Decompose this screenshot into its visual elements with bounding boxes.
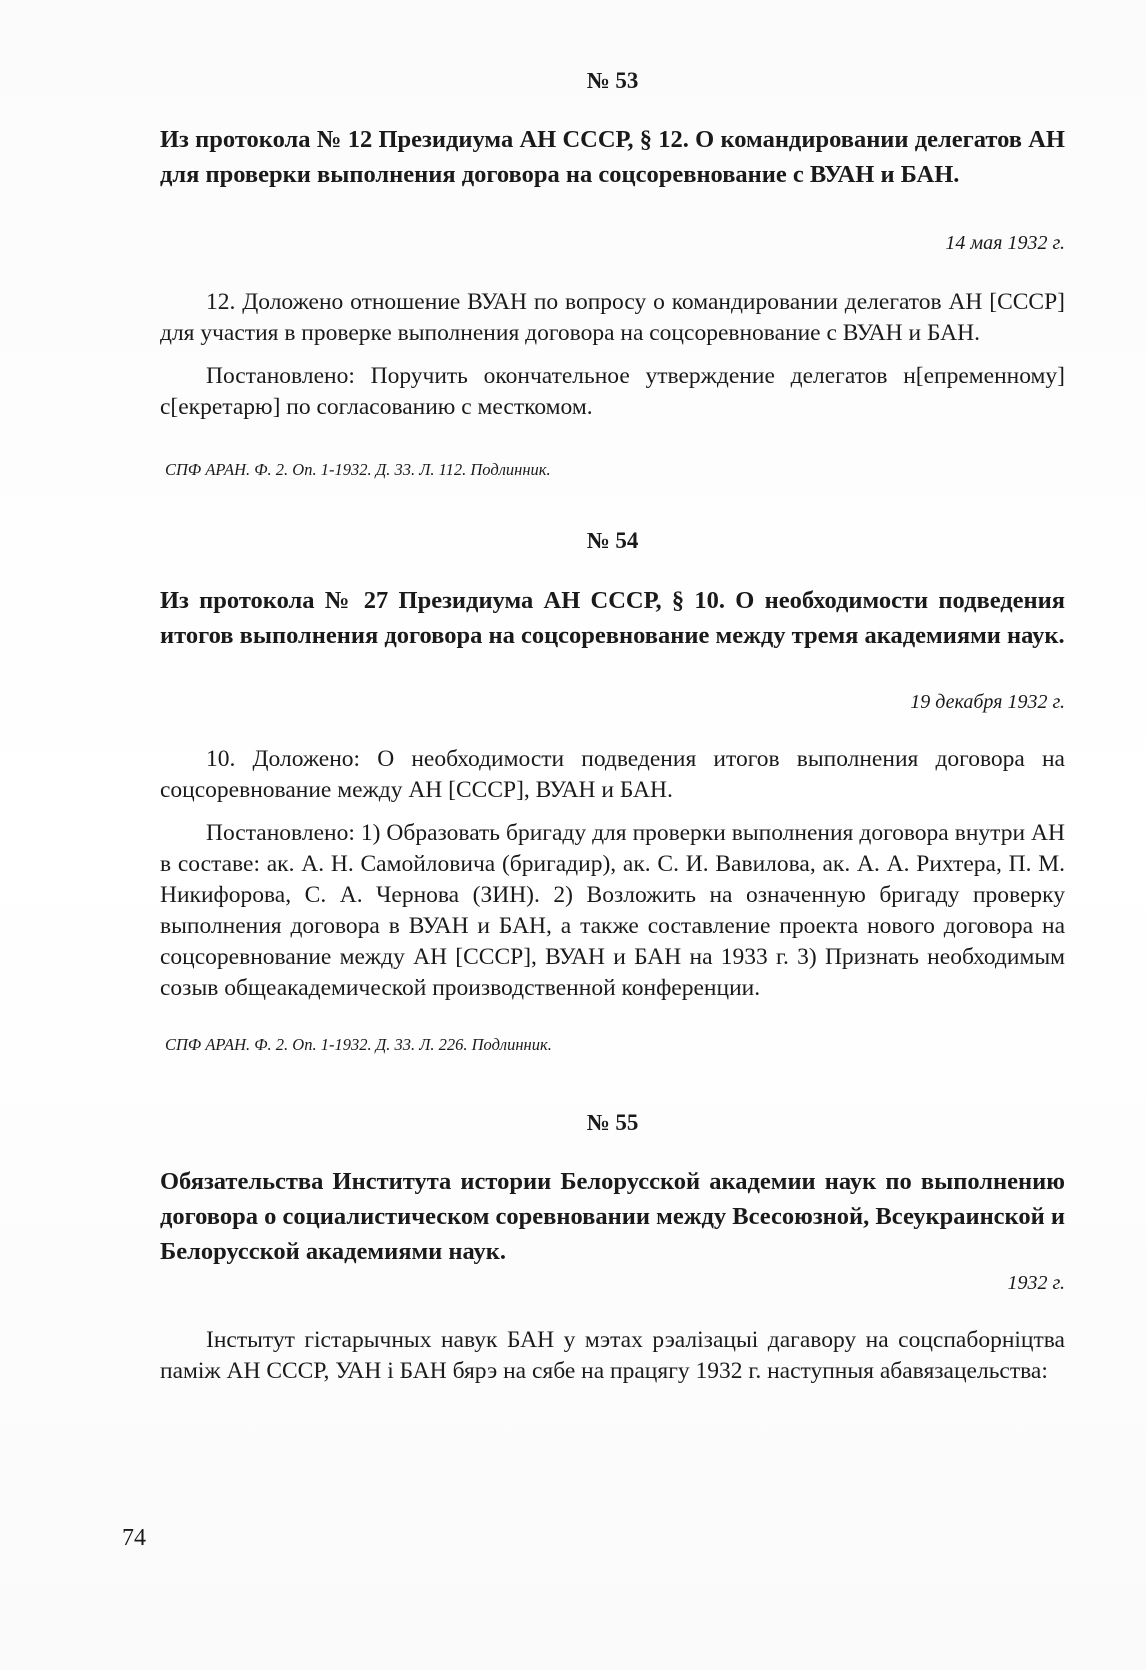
doc54-paragraph-1: 10. Доложено: О необходимости подведения итогов выполнения договора на соцсоревнование между АН [СССР], ВУАН и БАН. <box>160 746 1065 803</box>
doc55-body <box>160 1325 1065 1387</box>
doc55-paragraph-1: Інстытут гістарычных навук БАН у мэтах рэалізацыі дагавору на соцспаборніцтва паміж АН СССР, УАН і БАН бярэ на сябе на працягу 1932 г. наступныя абавязацельства: <box>160 1327 1065 1384</box>
doc53-number: № 53 <box>586 68 639 93</box>
page-number: 74 <box>122 1525 146 1551</box>
doc54-number: № 54 <box>586 528 639 553</box>
doc53-paragraph-1: 12. Доложено отношение ВУАН по вопросу о командировании делегатов АН [СССР] для участия в проверке выполнения договора на соцсоревнование с ВУАН и БАН. <box>160 289 1065 346</box>
doc53-body <box>160 287 1065 423</box>
doc54-paragraph-2: Постановлено: 1) Образовать бригаду для проверки выполнения договора внутри АН в составе: ак. А. Н. Самойловича (бригадир), ак. С. И. Вавилова, ак. А. А. Рихтера, П. М. Никифорова, С. А. Чернова (ЗИН). 2) Возложить на означенную бригаду проверку выполнения договора в ВУАН и БАН, а также составление проекта нового договора на соцсоревнование между АН [СССР], ВУАН и БАН на 1933 г. 3) Признать необходимым созыв общеакадемической производственной конференции. <box>160 820 1065 1001</box>
doc55-title: Обязательства Института истории Белорусской академии наук по выполнению договора о социалистическом соревновании между Всесоюзной, Всеукраинской и Белорусской академиями наук. <box>160 1168 1065 1265</box>
doc54-body <box>160 744 1065 1004</box>
doc55-number: № 55 <box>586 1110 639 1135</box>
doc53-title: Из протокола № 12 Президиума АН СССР, § 12. О командировании делегатов АН для проверки выполнения договора на соцсоревнование с ВУАН и БАН. <box>160 126 1065 188</box>
doc53-paragraph-2: Постановлено: Поручить окончательное утверждение делегатов н[епременному] с[екретарю] по согласованию с месткомом. <box>160 363 1065 420</box>
doc55-date: 1932 г. <box>1007 1272 1065 1294</box>
doc54-date: 19 декабря 1932 г. <box>910 691 1065 713</box>
doc53-source: СПФ АРАН. Ф. 2. Оп. 1-1932. Д. 33. Л. 112. Подлинник. <box>165 460 551 479</box>
doc53-date: 14 мая 1932 г. <box>945 232 1065 254</box>
doc54-source: СПФ АРАН. Ф. 2. Оп. 1-1932. Д. 33. Л. 226. Подлинник. <box>165 1035 552 1054</box>
doc54-title: Из протокола № 27 Президиума АН СССР, § 10. О необходимости подведения итогов выполнения договора на соцсоревнование между тремя академиями наук. <box>160 587 1065 649</box>
